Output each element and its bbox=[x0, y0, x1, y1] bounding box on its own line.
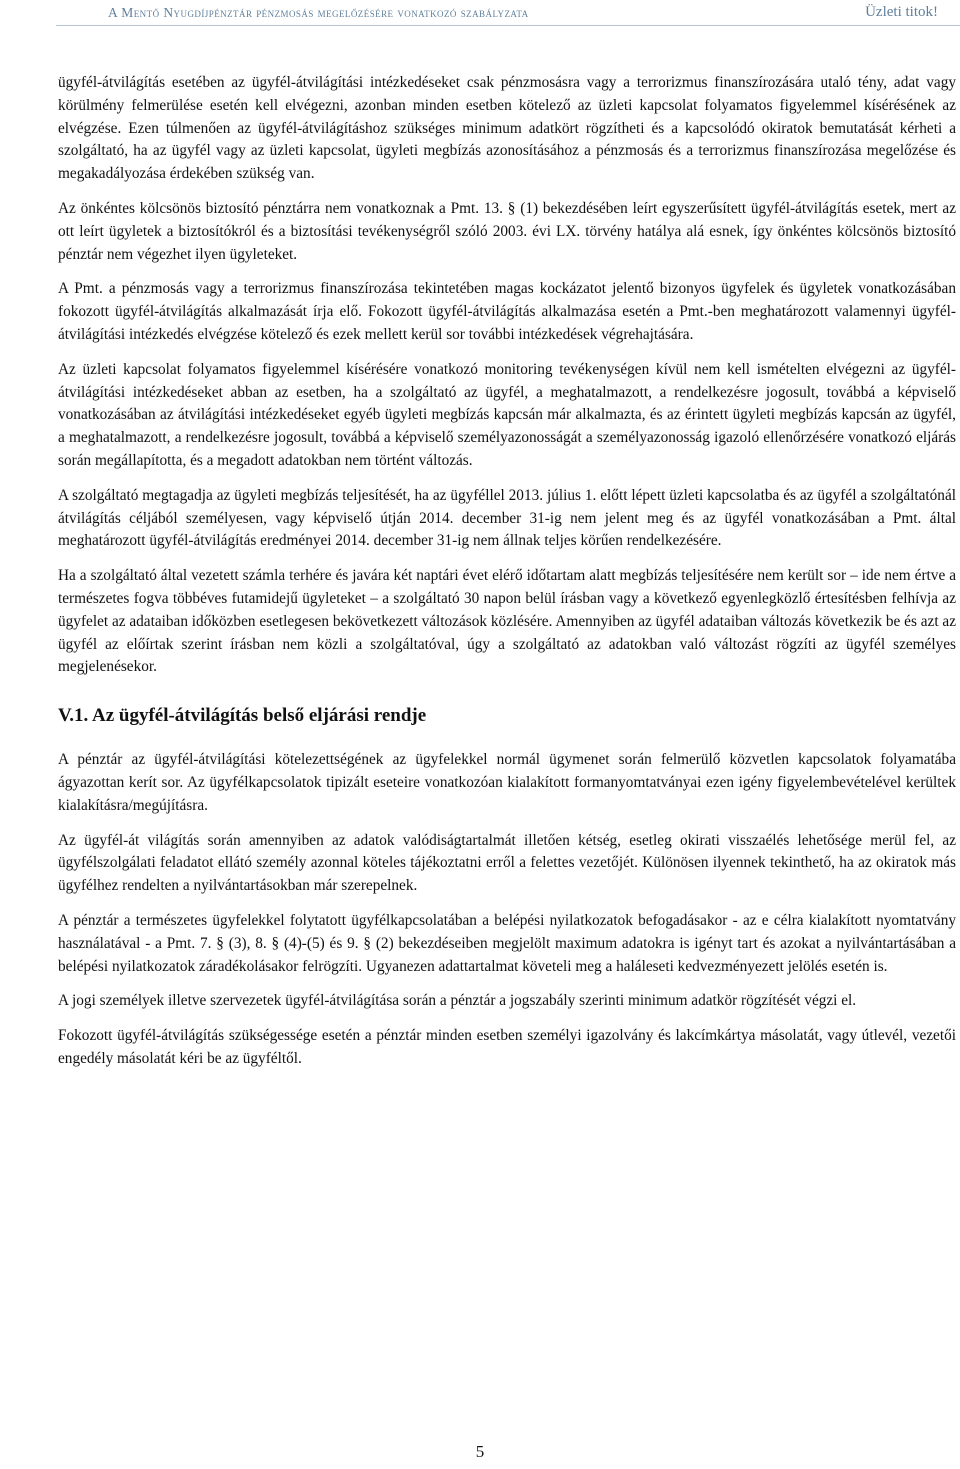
paragraph-1: ügyfél-átvilágítás esetében az ügyfél-átvilágítási intézkedéseket csak pénzmosásra vagy a terrorizmus finanszírozására utaló tény, adat vagy körülmény felmerülése esetén kell elvégezni, azonban minden esetben kötelező az üzleti kapcsolat folyamatos figyelemmel kísérésének az elvégzése. Ezen túlmenően az ügyfél-átvilágításhoz szükséges minimum adatkört rögzítheti és a kapcsolódó okiratok bemutatását kérheti a szolgáltató, ha az ügyfél vagy az üzleti kapcsolat, ügyleti megbízás azonosításához a pénzmosás és a terrorizmus finanszírozása megelőzése és megakadályozása érdekében szükség van. bbox=[58, 74, 956, 183]
paragraph-7: A pénztár az ügyfél-átvilágítási kötelezettségének az ügyfelekkel normál ügymenet során felmerülő közvetlen kapcsolatok folyamatába ágyazottan kerít sor. Az ügyfélkapcsolatok tipizált eseteire vonatkozóan kialakított formanyomtatványai ezen igény figyelembevételével kerültek kialakításra/megújításra. bbox=[58, 751, 956, 814]
paragraph-5: A szolgáltató megtagadja az ügyleti megbízás teljesítését, ha az ügyféllel 2013. július 1. előtt lépett üzleti kapcsolatba és az ügyfél a szolgáltatónál átvilágítás céljából személyesen, vagy képviselő útján 2014. december 31-ig nem jelent meg és az ügyfél vonatkozásában a Pmt. által meghatározott ügyfél-átvilágítás eredményei 2014. december 31-ig nem állnak teljes körűen rendelkezésére. bbox=[58, 486, 956, 550]
page-header bbox=[0, 0, 960, 26]
paragraph-2: Az önkéntes kölcsönös biztosító pénztárra nem vonatkoznak a Pmt. 13. § (1) bekezdésében leírt egyszerűsített ügyfél-átvilágítás esetek, mert az ott leírt ügyletek a biztosítókról és a biztosítási tevékenységről szóló 2003. évi LX. törvény hatálya alá esnek, így önkéntes kölcsönös biztosító pénztár nem végezhet ilyen ügyleteket. bbox=[58, 199, 956, 263]
paragraph-9: A pénztár a természetes ügyfelekkel folytatott ügyfélkapcsolatában a belépési nyilatkozatok befogadásakor - az e célra kialakított nyomtatvány használatával - a Pmt. 7. § (3), 8. § (4)-(5) és 9. § (2) bekezdéseiben megjelölt maximum adatokra is igényt tart és azokat a nyilvántartásában a belépési nyilatkozatok záradékolásakor felrögzíti. Ugyanezen adattartalmat követeli meg a haláleseti kedvezményezett jelölés esetén is. bbox=[58, 911, 956, 975]
confidential-label: Üzleti titok! bbox=[865, 4, 938, 20]
document-body bbox=[58, 72, 956, 1071]
paragraph-3: A Pmt. a pénzmosás vagy a terrorizmus finanszírozása tekintetében magas kockázatot jelentő bizonyos ügyfelek és ügyletek vonatkozásában fokozott ügyfél-átvilágítás alkalmazását írja elő. Fokozott ügyfél-átvilágítás alkalmazása esetén a Pmt.-ben meghatározott valamennyi ügyfél-átvilágítási intézkedés elvégzése kötelező és ezek mellett kerül sor további intézkedések végrehajtására. bbox=[58, 280, 956, 343]
document-title: A Mentő Nyugdíjpénztár pénzmosás megelőzésére vonatkozó szabályzata bbox=[108, 5, 529, 20]
section-heading: V.1. Az ügyfél-átvilágítás belső eljárási rendje bbox=[58, 705, 427, 727]
paragraph-4: Az üzleti kapcsolat folyamatos figyelemmel kísérésére vonatkozó monitoring tevékenységen kívül nem kell ismételten elvégezni az ügyfél-átvilágítási intézkedéseket abban az esetben, ha a szolgáltató az ügyfél, a meghatalmazott, a rendelkezésre jogosult, továbbá a képviselő vonatkozásában az átvilágítási intézkedéseket egyéb ügyleti megbízás kapcsán már alkalmazta, és az érintett ügyleti megbízás kapcsán az ügyfél, a meghatalmazott, a rendelkezésre jogosult, továbbá a képviselő személyazonosságát a személyazonosság igazoló ellenőrzésére vonatkozó eljárás során megállapította, és a megadott adatokban nem történt változás. bbox=[58, 360, 956, 469]
page-number: 5 bbox=[475, 1442, 485, 1461]
paragraph-11: Fokozott ügyfél-átvilágítás szükségessége esetén a pénztár minden esetben személyi igazolvány és lakcímkártya másolatát, vagy útlevél, vezetői engedély másolatát kéri be az ügyféltől. bbox=[58, 1027, 956, 1067]
paragraph-10: A jogi személyek illetve szervezetek ügyfél-átvilágítása során a pénztár a jogszabály szerinti minimum adatkör rögzítését végzi el. bbox=[58, 992, 857, 1010]
paragraph-8: Az ügyfél-át világítás során amennyiben az adatok valódiságtartalmát illetően kétség, esetleg okirati visszaélés lehetősége merül fel, az ügyfélszolgálati feladatot ellátó személy azonnal köteles tájékoztatni erről a felettes vezetőjét. Különösen ilyennek tekinthető, ha az okiratok más ügyfélhez rendelten a nyilvántartásokban már szerepelnek. bbox=[58, 831, 956, 895]
paragraph-6: Ha a szolgáltató által vezetett számla terhére és javára két naptári évet elérő időtartam alatt megbízás teljesítésére nem került sor – ide nem értve a természetes fogva többéves futamidejű ügyleteket – a szolgáltató 30 napon belül írásban vagy a következő egyenlegközlő értesítésben felhívja az ügyfelet az adataiban időközben esetlegesen bekövetkezett változások közlésére. Amennyiben az ügyfél adataiban változás következik be és azt az ügyfél az előírtak szerint írásban nem közli a szolgáltatóval, úgy a szolgáltató az adatokban való változást rögzíti az ügyfél személyes megjelenésekor. bbox=[58, 567, 956, 676]
header-rule bbox=[56, 25, 960, 26]
